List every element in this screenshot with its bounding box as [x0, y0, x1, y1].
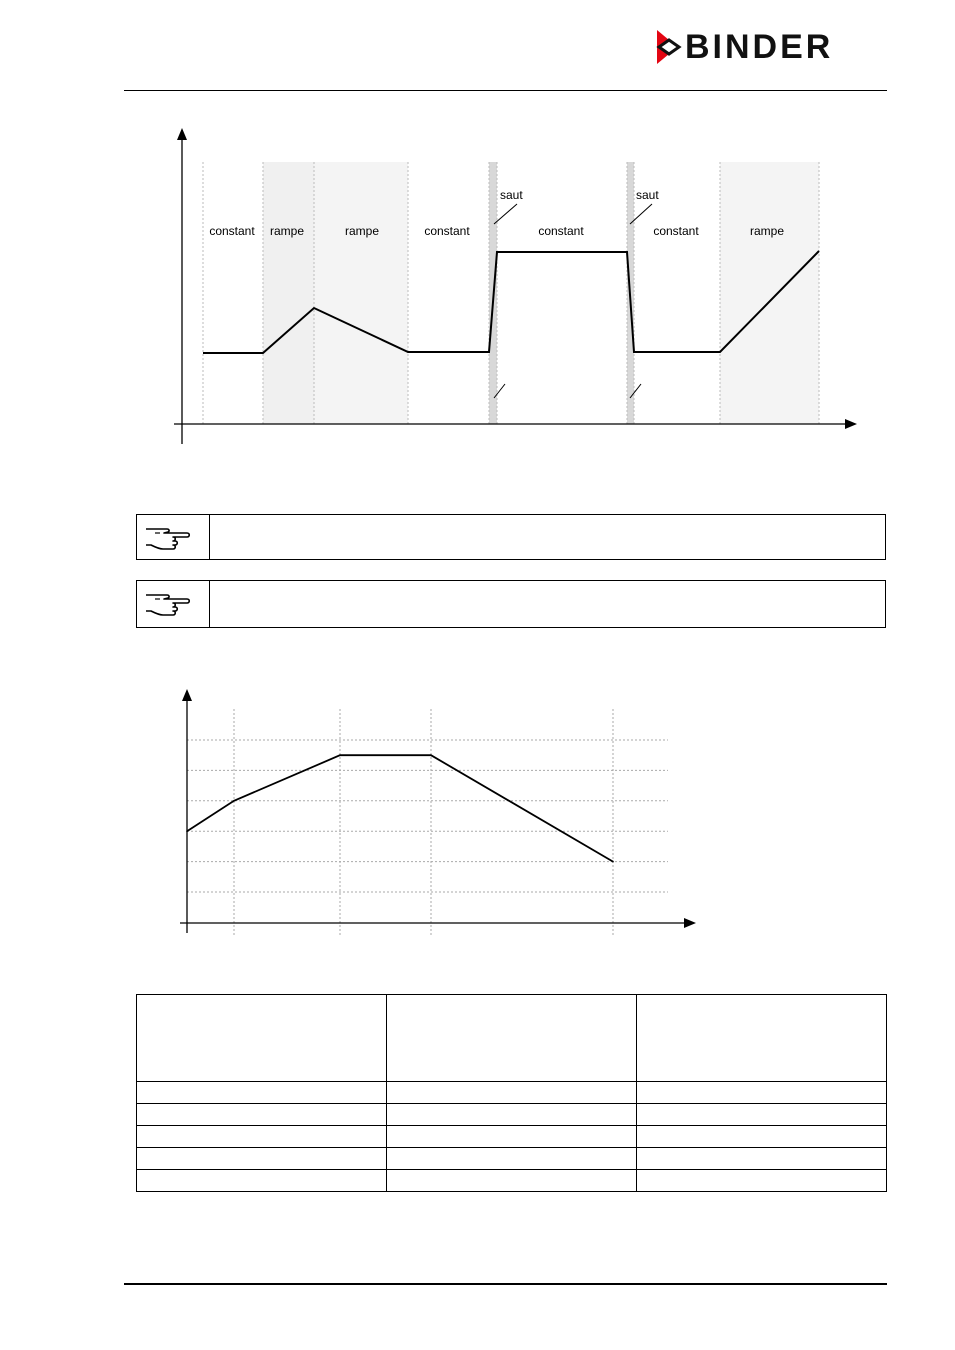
series-point [339, 754, 341, 756]
x-axis-arrow [684, 918, 696, 928]
table-cell [637, 1082, 887, 1104]
table-row [137, 1082, 887, 1104]
table-cell [137, 1082, 387, 1104]
pointing-hand-icon [143, 585, 205, 623]
table-cell [137, 1104, 387, 1126]
table-header-cell [637, 995, 887, 1082]
table-cell [137, 1148, 387, 1170]
segment-label: rampe [344, 224, 380, 238]
table-cell [637, 1170, 887, 1192]
series-point [186, 830, 188, 832]
note-text [221, 581, 877, 627]
table-cell [387, 1148, 637, 1170]
table-cell [137, 1170, 387, 1192]
table-cell [387, 1126, 637, 1148]
brand-mark-icon [655, 28, 683, 66]
segment-label: rampe [749, 224, 785, 238]
band-rampe-3 [720, 162, 819, 424]
series-point [430, 754, 432, 756]
table-row [137, 1170, 887, 1192]
table-cell [637, 1126, 887, 1148]
note-box-1 [136, 514, 886, 560]
y-axis-arrow [177, 128, 187, 140]
table-cell [387, 1104, 637, 1126]
segment-label: constant [209, 224, 255, 238]
segment-label: constant [424, 224, 470, 238]
note-text [221, 515, 877, 559]
series-point [233, 800, 235, 802]
table-header-row [137, 995, 887, 1082]
header-rule [124, 90, 887, 91]
brand-name: BINDER [685, 28, 834, 66]
jump-label: saut [636, 188, 659, 202]
table-cell [637, 1148, 887, 1170]
program-table [136, 994, 887, 1192]
table-cell [137, 1126, 387, 1148]
table-cell [387, 1082, 637, 1104]
segment-label: constant [653, 224, 699, 238]
table-row [137, 1126, 887, 1148]
footer-rule [124, 1283, 887, 1285]
segment-diagram [160, 120, 870, 460]
program-chart [170, 685, 705, 945]
segment-label: rampe [269, 224, 305, 238]
jump-label: saut [500, 188, 523, 202]
x-axis-arrow [845, 419, 857, 429]
y-axis-arrow [182, 689, 192, 701]
band-rampe-1 [263, 162, 314, 424]
band-rampe-2 [314, 162, 408, 424]
table-cell [387, 1170, 637, 1192]
segment-label: constant [538, 224, 584, 238]
brand-logo [655, 28, 887, 66]
table-row [137, 1104, 887, 1126]
series-point [612, 861, 614, 863]
table-row [137, 1148, 887, 1170]
table-header-cell [387, 995, 637, 1082]
table-cell [637, 1104, 887, 1126]
note-box-2 [136, 580, 886, 628]
table-header-cell [137, 995, 387, 1082]
series-line [187, 755, 613, 861]
pointing-hand-icon [143, 519, 205, 557]
